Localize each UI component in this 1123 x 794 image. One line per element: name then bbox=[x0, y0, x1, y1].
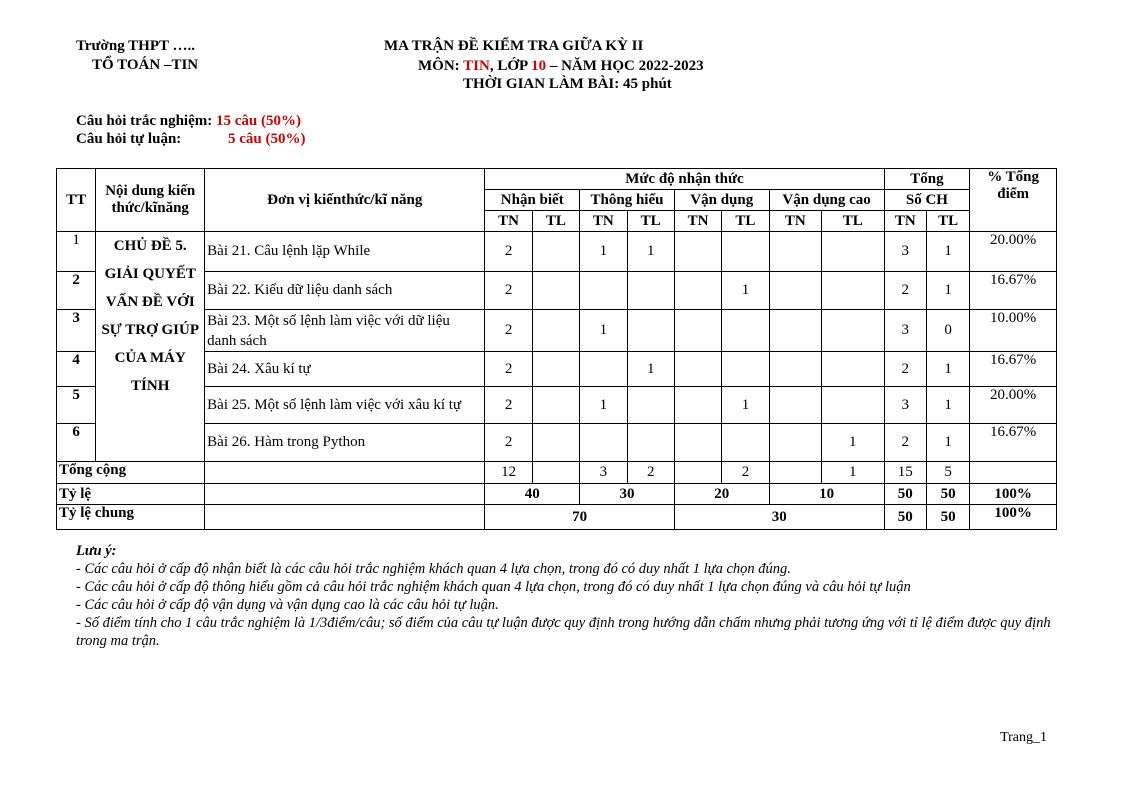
mc-value: 15 câu (50%) bbox=[216, 113, 301, 129]
cell: 1 bbox=[722, 272, 769, 310]
row-tt: 5 bbox=[57, 387, 96, 424]
ratio-label: Tỷ lệ bbox=[57, 484, 205, 505]
row-total-tn: 2 bbox=[884, 352, 926, 387]
grade-prefix: , LỚP bbox=[489, 58, 532, 74]
cell: 2 bbox=[485, 310, 532, 352]
header-num-questions: Số CH bbox=[884, 190, 970, 211]
row-total-tn: 3 bbox=[884, 310, 926, 352]
table-row bbox=[57, 310, 1057, 352]
ratio-row bbox=[57, 484, 1057, 505]
cell bbox=[674, 352, 721, 387]
cell bbox=[532, 424, 579, 462]
cell bbox=[205, 484, 485, 505]
row-pct: 16.67% bbox=[970, 424, 1057, 462]
cell bbox=[769, 352, 821, 387]
row-total-tn: 2 bbox=[884, 272, 926, 310]
col-tn: TN bbox=[674, 211, 721, 232]
ratio-apply-high: 10 bbox=[769, 484, 884, 505]
notes-title: Lưu ý: bbox=[76, 543, 117, 559]
row-tt: 4 bbox=[57, 352, 96, 387]
mc-summary bbox=[76, 113, 301, 130]
ratio-tn: 50 bbox=[884, 484, 926, 505]
row-unit: Bài 22. Kiểu dữ liệu danh sách bbox=[205, 272, 485, 310]
cell bbox=[627, 310, 674, 352]
cell bbox=[532, 387, 579, 424]
ratio-apply: 20 bbox=[674, 484, 769, 505]
row-unit: Bài 23. Một số lệnh làm việc với dữ liệu danh sách bbox=[205, 310, 485, 352]
cell bbox=[769, 387, 821, 424]
cell: 1 bbox=[580, 232, 627, 272]
col-tl: TL bbox=[822, 211, 885, 232]
header-level: Mức độ nhận thức bbox=[485, 169, 884, 190]
notes bbox=[76, 542, 1066, 650]
cell: 2 bbox=[485, 352, 532, 387]
school-year: – NĂM HỌC 2022-2023 bbox=[546, 58, 704, 74]
header-unit: Đơn vị kiếnthức/kĩ năng bbox=[205, 169, 485, 232]
row-total-tl: 1 bbox=[926, 272, 969, 310]
cell bbox=[822, 232, 885, 272]
essay-label: Câu hỏi tự luận: bbox=[76, 131, 182, 147]
row-pct: 20.00% bbox=[970, 387, 1057, 424]
row-pct: 10.00% bbox=[970, 310, 1057, 352]
row-pct: 20.00% bbox=[970, 232, 1057, 272]
cell bbox=[627, 387, 674, 424]
grade-value: 10 bbox=[531, 58, 547, 74]
cell bbox=[822, 387, 885, 424]
row-tt: 2 bbox=[57, 272, 96, 310]
header-pct: % Tổng điểm bbox=[970, 169, 1057, 232]
row-pct: 16.67% bbox=[970, 352, 1057, 387]
cell bbox=[627, 272, 674, 310]
subject-name: TIN bbox=[463, 58, 490, 74]
cell bbox=[822, 310, 885, 352]
level-recognize: Nhận biết bbox=[485, 190, 580, 211]
cell bbox=[722, 424, 769, 462]
cell bbox=[822, 352, 885, 387]
essay-value: 5 câu (50%) bbox=[228, 131, 306, 147]
cell bbox=[580, 352, 627, 387]
common-ratio-row bbox=[57, 505, 1057, 530]
cell bbox=[532, 352, 579, 387]
ratio-recognize: 40 bbox=[485, 484, 580, 505]
common-pct: 100% bbox=[970, 505, 1057, 530]
row-tt: 6 bbox=[57, 424, 96, 462]
cell: 12 bbox=[485, 462, 532, 484]
document-title: MA TRẬN ĐỀ KIỂM TRA GIỮA KỲ II bbox=[384, 38, 644, 54]
common-apply: 30 bbox=[674, 505, 884, 530]
level-understand: Thông hiểu bbox=[580, 190, 675, 211]
cell bbox=[822, 272, 885, 310]
note-line: - Các câu hỏi ở cấp độ nhận biết là các câu hỏi trắc nghiệm khách quan 4 lựa chọn, trong đó có duy nhất 1 lựa chọn đúng. bbox=[76, 561, 791, 577]
table-row bbox=[57, 272, 1057, 310]
cell bbox=[769, 424, 821, 462]
table-row bbox=[57, 387, 1057, 424]
row-total-tl: 0 bbox=[926, 310, 969, 352]
row-unit: Bài 26. Hàm trong Python bbox=[205, 424, 485, 462]
cell bbox=[580, 272, 627, 310]
cell: 1 bbox=[627, 352, 674, 387]
table-row bbox=[57, 352, 1057, 387]
cell bbox=[205, 505, 485, 530]
cell bbox=[674, 272, 721, 310]
level-apply: Vận dụng bbox=[674, 190, 769, 211]
cell bbox=[674, 424, 721, 462]
cell bbox=[532, 310, 579, 352]
cell bbox=[674, 462, 721, 484]
cell bbox=[769, 462, 821, 484]
subject-line bbox=[418, 58, 704, 75]
table-row bbox=[57, 424, 1057, 462]
mc-label: Câu hỏi trắc nghiệm: bbox=[76, 113, 213, 129]
cell: 2 bbox=[722, 462, 769, 484]
cell: 3 bbox=[580, 462, 627, 484]
note-line: - Các câu hỏi ở cấp độ vận dụng và vận dụng cao là các câu hỏi tự luận. bbox=[76, 597, 499, 613]
cell: 2 bbox=[485, 424, 532, 462]
col-tn: TN bbox=[884, 211, 926, 232]
col-tn: TN bbox=[485, 211, 532, 232]
subject-prefix: MÔN: bbox=[418, 58, 464, 74]
col-tn: TN bbox=[769, 211, 821, 232]
cell bbox=[722, 310, 769, 352]
row-total-tn: 3 bbox=[884, 387, 926, 424]
cell bbox=[532, 232, 579, 272]
cell bbox=[627, 424, 674, 462]
cell bbox=[769, 310, 821, 352]
exam-time: THỜI GIAN LÀM BÀI: 45 phút bbox=[463, 76, 672, 92]
col-tl: TL bbox=[627, 211, 674, 232]
col-tl: TL bbox=[532, 211, 579, 232]
total-label: Tổng cộng bbox=[57, 462, 205, 484]
ratio-understand: 30 bbox=[580, 484, 675, 505]
total-row bbox=[57, 462, 1057, 484]
cell bbox=[532, 462, 579, 484]
ratio-tl: 50 bbox=[926, 484, 969, 505]
cell bbox=[722, 352, 769, 387]
common-tl: 50 bbox=[926, 505, 969, 530]
cell bbox=[769, 232, 821, 272]
cell bbox=[674, 387, 721, 424]
total-tl: 5 bbox=[926, 462, 969, 484]
row-total-tl: 1 bbox=[926, 424, 969, 462]
cell: 1 bbox=[580, 387, 627, 424]
school-name: Trường THPT ….. bbox=[76, 38, 195, 54]
row-total-tl: 1 bbox=[926, 352, 969, 387]
total-tn: 15 bbox=[884, 462, 926, 484]
row-unit: Bài 24. Xâu kí tự bbox=[205, 352, 485, 387]
cell bbox=[769, 272, 821, 310]
topic-cell: CHỦ ĐỀ 5. GIẢI QUYẾT VẤN ĐỀ VỚI SỰ TRỢ GIÚP CỦA MÁY TÍNH bbox=[96, 232, 205, 462]
row-tt: 1 bbox=[57, 232, 96, 272]
col-tn: TN bbox=[580, 211, 627, 232]
common-label: Tỷ lệ chung bbox=[57, 505, 205, 530]
row-pct: 16.67% bbox=[970, 272, 1057, 310]
col-tl: TL bbox=[722, 211, 769, 232]
level-apply-high: Vận dụng cao bbox=[769, 190, 884, 211]
cell bbox=[970, 462, 1057, 484]
row-unit: Bài 25. Một số lệnh làm việc với xâu kí tự bbox=[205, 387, 485, 424]
row-unit: Bài 21. Câu lệnh lặp While bbox=[205, 232, 485, 272]
cell bbox=[722, 232, 769, 272]
cell: 1 bbox=[627, 232, 674, 272]
note-line: - Số điểm tính cho 1 câu trắc nghiệm là 1/3điểm/câu; số điểm của câu tự luận được quy định trong hướng dẫn chấm nhưng phải tương ứng với tỉ lệ điểm được quy định trong ma trận. bbox=[76, 615, 1051, 649]
cell bbox=[674, 232, 721, 272]
header-total: Tổng bbox=[884, 169, 970, 190]
row-total-tl: 1 bbox=[926, 387, 969, 424]
row-tt: 3 bbox=[57, 310, 96, 352]
cell: 1 bbox=[822, 462, 885, 484]
ratio-pct: 100% bbox=[970, 484, 1057, 505]
cell: 2 bbox=[627, 462, 674, 484]
col-tl: TL bbox=[926, 211, 969, 232]
cell bbox=[205, 462, 485, 484]
row-total-tl: 1 bbox=[926, 232, 969, 272]
cell: 1 bbox=[822, 424, 885, 462]
table-row bbox=[57, 232, 1057, 272]
note-line: - Các câu hỏi ở cấp độ thông hiểu gồm cả câu hỏi trắc nghiệm khách quan 4 lựa chọn, trong đó có duy nhất 1 lựa chọn đúng và câu hỏi tự luận bbox=[76, 579, 911, 595]
header-content: Nội dung kiến thức/kĩnăng bbox=[96, 169, 205, 232]
cell: 1 bbox=[580, 310, 627, 352]
page-number: Trang_1 bbox=[1000, 730, 1047, 745]
row-total-tn: 3 bbox=[884, 232, 926, 272]
row-total-tn: 2 bbox=[884, 424, 926, 462]
department-name: TỔ TOÁN –TIN bbox=[92, 57, 199, 73]
cell: 2 bbox=[485, 232, 532, 272]
common-tn: 50 bbox=[884, 505, 926, 530]
common-basic: 70 bbox=[485, 505, 675, 530]
cell: 2 bbox=[485, 272, 532, 310]
exam-matrix-table bbox=[56, 168, 1057, 530]
header-tt: TT bbox=[57, 169, 96, 232]
cell: 2 bbox=[485, 387, 532, 424]
cell bbox=[580, 424, 627, 462]
cell bbox=[532, 272, 579, 310]
cell bbox=[674, 310, 721, 352]
cell: 1 bbox=[722, 387, 769, 424]
